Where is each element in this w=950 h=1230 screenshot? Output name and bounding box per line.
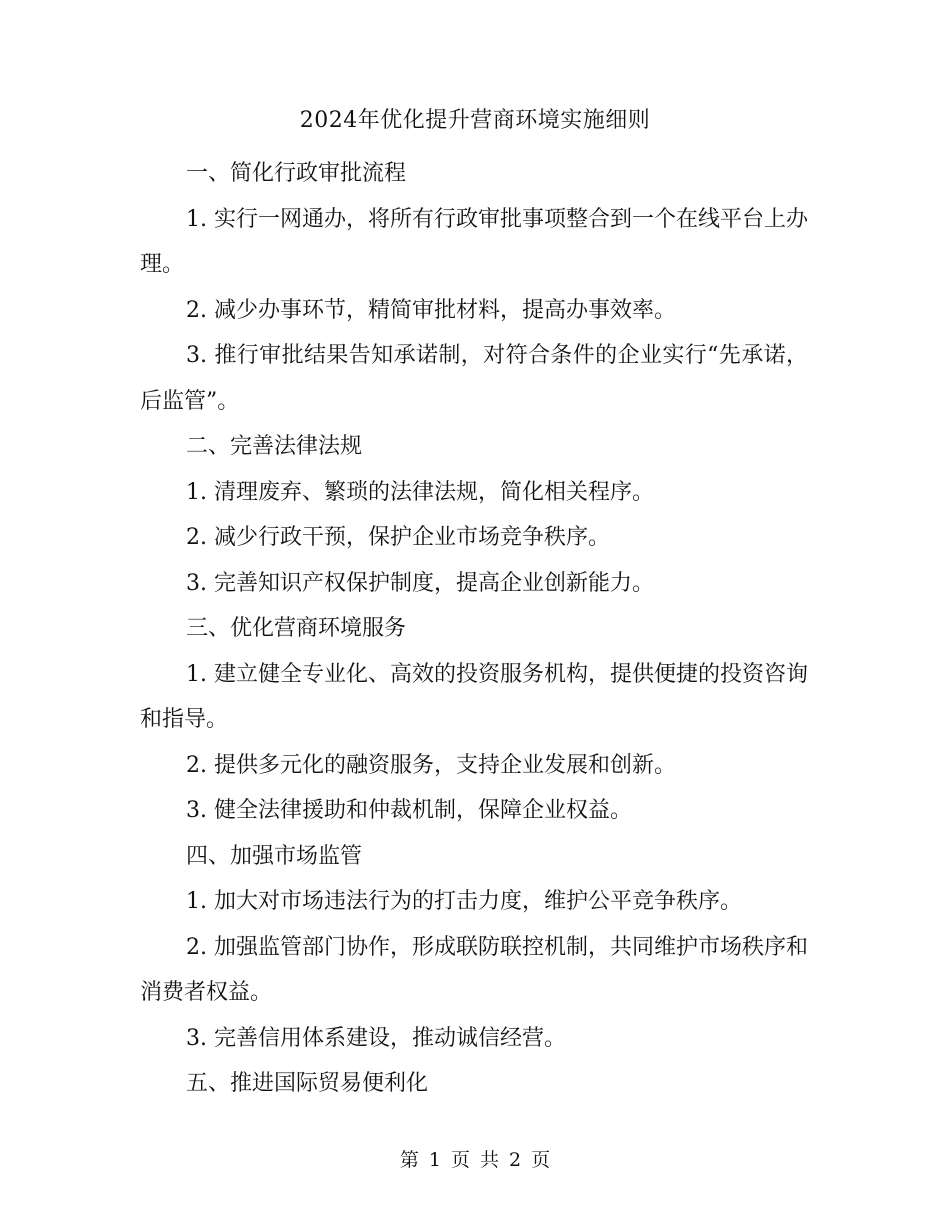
paragraph-3-2: 2. 提供多元化的融资服务，支持企业发展和创新。 xyxy=(186,752,676,778)
paragraph-1-2: 2. 减少办事环节，精简审批材料，提高办事效率。 xyxy=(186,297,676,323)
paragraph-4-2: 2. 加强监管部门协作，形成联防联控机制，共同维护市场秩序和消费者权益。 xyxy=(140,934,808,1005)
paragraph-4-1: 1. 加大对市场违法行为的打击力度，维护公平竞争秩序。 xyxy=(186,889,742,914)
paragraph-2-1: 1. 清理废弃、繁琐的法律法规，简化相关程序。 xyxy=(186,479,654,505)
section-heading-1: 一、简化行政审批流程 xyxy=(186,161,407,186)
document-title: 2024年优化提升营商环境实施细则 xyxy=(299,108,651,133)
section-heading-3: 三、优化营商环境服务 xyxy=(186,616,407,641)
paragraph-1-3: 3. 推行审批结果告知承诺制，对符合条件的企业实行“先承诺，后监管”。 xyxy=(140,343,808,414)
document-body xyxy=(140,151,808,1107)
section-heading-5: 五、推进国际贸易便利化 xyxy=(186,1071,429,1096)
section-heading-2: 二、完善法律法规 xyxy=(186,434,363,459)
paragraph-4-3: 3. 完善信用体系建设，推动诚信经营。 xyxy=(186,1025,566,1051)
paragraph-1-1: 1. 实行一网通办，将所有行政审批事项整合到一个在线平台上办理。 xyxy=(140,206,808,277)
paragraph-3-3: 3. 健全法律援助和仲裁机制，保障企业权益。 xyxy=(186,798,632,823)
page-footer: 第 1 页 共 2 页 xyxy=(399,1149,551,1171)
paragraph-3-1: 1. 建立健全专业化、高效的投资服务机构，提供便捷的投资咨询和指导。 xyxy=(140,661,808,732)
paragraph-2-2: 2. 减少行政干预，保护企业市场竞争秩序。 xyxy=(186,525,610,550)
paragraph-2-3: 3. 完善知识产权保护制度，提高企业创新能力。 xyxy=(186,570,654,596)
section-heading-4: 四、加强市场监管 xyxy=(186,843,363,869)
